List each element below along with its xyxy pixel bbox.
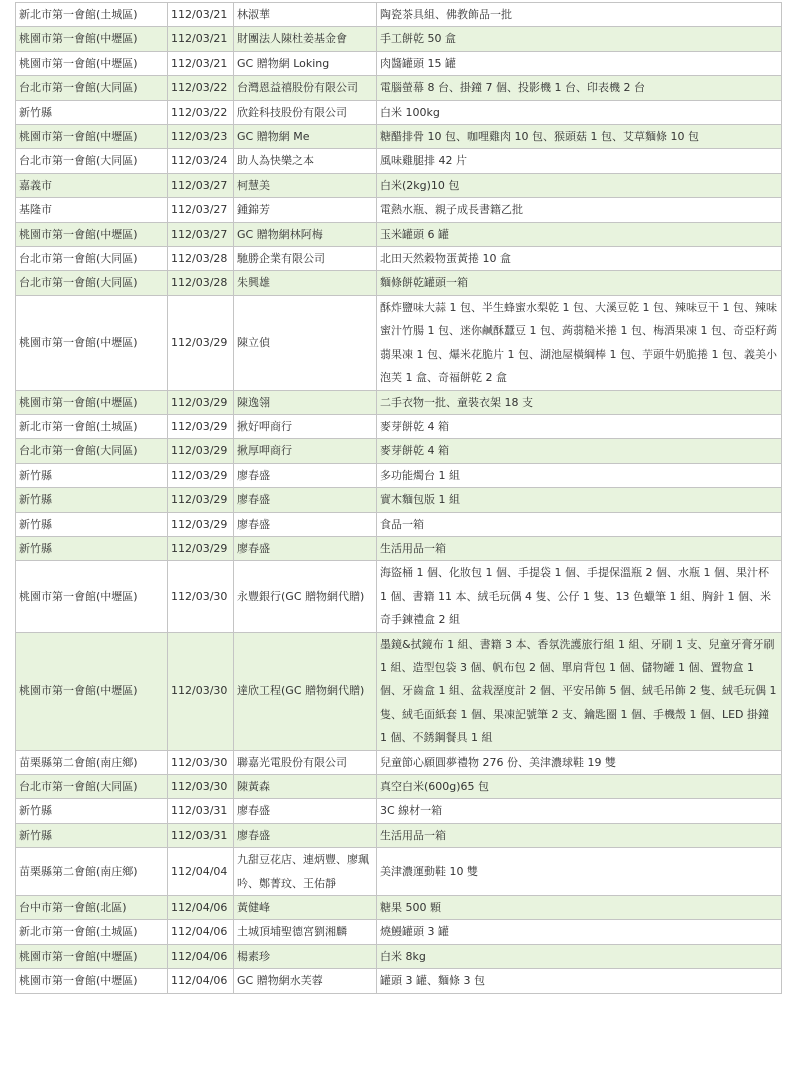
items-cell: 麥芽餅乾 4 箱 [377, 439, 782, 463]
date-cell: 112/04/06 [168, 896, 234, 920]
donor-cell: 助人為快樂之本 [234, 149, 377, 173]
table-row [16, 896, 782, 920]
table-row [16, 27, 782, 51]
donation-list [15, 2, 781, 994]
date-cell: 112/03/30 [168, 775, 234, 799]
date-cell: 112/03/28 [168, 247, 234, 271]
donor-cell: 朱興雄 [234, 271, 377, 295]
items-cell: 3C 線材一箱 [377, 799, 782, 823]
table-row [16, 222, 782, 246]
table-row [16, 632, 782, 750]
date-cell: 112/04/06 [168, 920, 234, 944]
donor-cell: 廖春盛 [234, 512, 377, 536]
donor-cell: 鍾錦芳 [234, 198, 377, 222]
items-cell: 白米(2kg)10 包 [377, 173, 782, 197]
items-cell: 陶瓷茶具組、佛教飾品一批 [377, 3, 782, 27]
table-row [16, 390, 782, 414]
donor-cell: 揪好呷商行 [234, 414, 377, 438]
venue-cell: 新竹縣 [16, 512, 168, 536]
venue-cell: 台北市第一會館(大同區) [16, 149, 168, 173]
date-cell: 112/03/21 [168, 51, 234, 75]
table-row [16, 295, 782, 390]
date-cell: 112/03/29 [168, 439, 234, 463]
table-row [16, 76, 782, 100]
date-cell: 112/03/27 [168, 222, 234, 246]
venue-cell: 新北市第一會館(土城區) [16, 920, 168, 944]
date-cell: 112/03/29 [168, 414, 234, 438]
donor-cell: 楊素珍 [234, 944, 377, 968]
donor-cell: 達欣工程(GC 贈物網代贈) [234, 632, 377, 750]
date-cell: 112/03/29 [168, 295, 234, 390]
venue-cell: 基隆市 [16, 198, 168, 222]
venue-cell: 新竹縣 [16, 488, 168, 512]
items-cell: 美津濃運動鞋 10 雙 [377, 848, 782, 896]
items-cell: 真空白米(600g)65 包 [377, 775, 782, 799]
table-row [16, 247, 782, 271]
date-cell: 112/03/22 [168, 76, 234, 100]
donor-cell: 黃健峰 [234, 896, 377, 920]
table-row [16, 149, 782, 173]
table-row [16, 173, 782, 197]
donor-cell: 廖春盛 [234, 536, 377, 560]
date-cell: 112/03/29 [168, 488, 234, 512]
table-row [16, 750, 782, 774]
table-row [16, 100, 782, 124]
venue-cell: 台北市第一會館(大同區) [16, 271, 168, 295]
items-cell: 海盜桶 1 個、化妝包 1 個、手提袋 1 個、手提保溫瓶 2 個、水瓶 1 個、果汁杯 1 個、書籍 11 本、絨毛玩偶 4 隻、公仔 1 隻、13 色蠟筆 1 組、胸針 1 個、米奇手鍊禮盒 2 組 [377, 561, 782, 632]
donor-cell: 廖春盛 [234, 488, 377, 512]
date-cell: 112/03/28 [168, 271, 234, 295]
venue-cell: 桃園市第一會館(中壢區) [16, 969, 168, 993]
donor-cell: GC 贈物網林阿梅 [234, 222, 377, 246]
venue-cell: 新竹縣 [16, 799, 168, 823]
table-row [16, 561, 782, 632]
venue-cell: 新北市第一會館(土城區) [16, 414, 168, 438]
items-cell: 玉米罐頭 6 罐 [377, 222, 782, 246]
date-cell: 112/03/30 [168, 632, 234, 750]
date-cell: 112/03/29 [168, 536, 234, 560]
donor-cell: 揪厚呷商行 [234, 439, 377, 463]
date-cell: 112/03/29 [168, 512, 234, 536]
venue-cell: 苗栗縣第二會館(南庄鄉) [16, 750, 168, 774]
items-cell: 墨鏡&拭鏡布 1 組、書籍 3 本、香氛洗護旅行組 1 組、牙刷 1 支、兒童牙膏牙刷 1 組、造型包袋 3 個、帆布包 2 個、單肩背包 1 個、儲物罐 1 個、置物盒 1 個、牙齒盒 1 組、盆栽溼度計 2 個、平安吊飾 5 個、絨毛吊飾 2 隻、絨毛玩偶 1 隻、絨毛面紙套 1 個、果凍記號筆 2 支、鑰匙圈 1 個、手機殼 1 個、LED 掛鐘 1 個、不銹鋼餐具 1 組 [377, 632, 782, 750]
donation-table [15, 2, 782, 994]
items-cell: 麵條餅乾罐頭一箱 [377, 271, 782, 295]
venue-cell: 桃園市第一會館(中壢區) [16, 944, 168, 968]
table-row [16, 439, 782, 463]
venue-cell: 新竹縣 [16, 463, 168, 487]
venue-cell: 台中市第一會館(北區) [16, 896, 168, 920]
items-cell: 白米 100kg [377, 100, 782, 124]
donor-cell: 廖春盛 [234, 463, 377, 487]
items-cell: 兒童節心願圓夢禮物 276 份、美津濃球鞋 19 雙 [377, 750, 782, 774]
donor-cell: 永豐銀行(GC 贈物網代贈) [234, 561, 377, 632]
date-cell: 112/03/21 [168, 3, 234, 27]
donor-cell: 陳立偵 [234, 295, 377, 390]
items-cell: 實木麵包版 1 組 [377, 488, 782, 512]
date-cell: 112/04/06 [168, 944, 234, 968]
items-cell: 白米 8kg [377, 944, 782, 968]
venue-cell: 台北市第一會館(大同區) [16, 76, 168, 100]
venue-cell: 新竹縣 [16, 536, 168, 560]
date-cell: 112/04/06 [168, 969, 234, 993]
table-row [16, 775, 782, 799]
date-cell: 112/03/24 [168, 149, 234, 173]
table-row [16, 512, 782, 536]
items-cell: 風味雞腿排 42 片 [377, 149, 782, 173]
venue-cell: 新北市第一會館(土城區) [16, 3, 168, 27]
date-cell: 112/04/04 [168, 848, 234, 896]
items-cell: 麥芽餅乾 4 箱 [377, 414, 782, 438]
donor-cell: 九甜豆花店、連炳豐、廖珮吟、鄭菁玟、王佑靜 [234, 848, 377, 896]
venue-cell: 桃園市第一會館(中壢區) [16, 295, 168, 390]
table-row [16, 920, 782, 944]
date-cell: 112/03/31 [168, 823, 234, 847]
items-cell: 食品一箱 [377, 512, 782, 536]
date-cell: 112/03/27 [168, 198, 234, 222]
date-cell: 112/03/21 [168, 27, 234, 51]
donor-cell: 廖春盛 [234, 799, 377, 823]
donor-cell: 廖春盛 [234, 823, 377, 847]
table-row [16, 488, 782, 512]
donor-cell: 陳逸翎 [234, 390, 377, 414]
donor-cell: GC 贈物網 Me [234, 125, 377, 149]
table-row [16, 271, 782, 295]
table-row [16, 969, 782, 993]
venue-cell: 桃園市第一會館(中壢區) [16, 561, 168, 632]
items-cell: 電熱水瓶、親子成長書籍乙批 [377, 198, 782, 222]
table-row [16, 848, 782, 896]
donor-cell: 欣銓科技股份有限公司 [234, 100, 377, 124]
donor-cell: 台灣恩益禧股份有限公司 [234, 76, 377, 100]
date-cell: 112/03/23 [168, 125, 234, 149]
donation-table-body [16, 3, 782, 994]
venue-cell: 台北市第一會館(大同區) [16, 439, 168, 463]
table-row [16, 51, 782, 75]
donor-cell: 林淑華 [234, 3, 377, 27]
date-cell: 112/03/27 [168, 173, 234, 197]
venue-cell: 桃園市第一會館(中壢區) [16, 222, 168, 246]
items-cell: 燒鰻罐頭 3 罐 [377, 920, 782, 944]
donor-cell: 陳黃森 [234, 775, 377, 799]
venue-cell: 台北市第一會館(大同區) [16, 247, 168, 271]
items-cell: 北田天然穀物蛋黃捲 10 盒 [377, 247, 782, 271]
table-row [16, 414, 782, 438]
table-row [16, 463, 782, 487]
donor-cell: GC 贈物網 Loking [234, 51, 377, 75]
items-cell: 罐頭 3 罐、麵條 3 包 [377, 969, 782, 993]
items-cell: 手工餅乾 50 盒 [377, 27, 782, 51]
table-row [16, 3, 782, 27]
venue-cell: 苗栗縣第二會館(南庄鄉) [16, 848, 168, 896]
venue-cell: 桃園市第一會館(中壢區) [16, 27, 168, 51]
table-row [16, 198, 782, 222]
date-cell: 112/03/30 [168, 750, 234, 774]
venue-cell: 新竹縣 [16, 823, 168, 847]
date-cell: 112/03/29 [168, 463, 234, 487]
venue-cell: 桃園市第一會館(中壢區) [16, 125, 168, 149]
items-cell: 多功能燭台 1 組 [377, 463, 782, 487]
donor-cell: 馳勝企業有限公司 [234, 247, 377, 271]
items-cell: 生活用品一箱 [377, 823, 782, 847]
venue-cell: 桃園市第一會館(中壢區) [16, 390, 168, 414]
items-cell: 糖醋排骨 10 包、咖哩雞肉 10 包、猴頭菇 1 包、艾草麵條 10 包 [377, 125, 782, 149]
items-cell: 二手衣物一批、童裝衣架 18 支 [377, 390, 782, 414]
table-row [16, 125, 782, 149]
venue-cell: 桃園市第一會館(中壢區) [16, 632, 168, 750]
items-cell: 生活用品一箱 [377, 536, 782, 560]
table-row [16, 823, 782, 847]
items-cell: 電腦螢幕 8 台、掛鐘 7 個、投影機 1 台、印表機 2 台 [377, 76, 782, 100]
date-cell: 112/03/22 [168, 100, 234, 124]
donor-cell: 聯嘉光電股份有限公司 [234, 750, 377, 774]
venue-cell: 台北市第一會館(大同區) [16, 775, 168, 799]
venue-cell: 桃園市第一會館(中壢區) [16, 51, 168, 75]
table-row [16, 536, 782, 560]
date-cell: 112/03/29 [168, 390, 234, 414]
date-cell: 112/03/30 [168, 561, 234, 632]
donor-cell: GC 贈物網水芙蓉 [234, 969, 377, 993]
venue-cell: 新竹縣 [16, 100, 168, 124]
donor-cell: 柯慧美 [234, 173, 377, 197]
donor-cell: 財團法人陳杜姜基金會 [234, 27, 377, 51]
items-cell: 糖果 500 顆 [377, 896, 782, 920]
donor-cell: 土城頂埔聖德宮劉湘麟 [234, 920, 377, 944]
venue-cell: 嘉義市 [16, 173, 168, 197]
table-row [16, 799, 782, 823]
items-cell: 酥炸鹽味大蒜 1 包、半生蜂蜜水梨乾 1 包、大溪豆乾 1 包、辣味豆干 1 包、辣味蜜汁竹腸 1 包、迷你鹹酥蠶豆 1 包、蒟蒻糙米捲 1 包、梅酒果凍 1 包、奇亞籽蒟蒻果凍 1 包、爆米花脆片 1 包、湖池屋橫綱棒 1 包、芋頭牛奶脆捲 1 包、義美小泡芙 1 盒、奇福餅乾 2 盒 [377, 295, 782, 390]
items-cell: 肉醬罐頭 15 罐 [377, 51, 782, 75]
table-row [16, 944, 782, 968]
date-cell: 112/03/31 [168, 799, 234, 823]
